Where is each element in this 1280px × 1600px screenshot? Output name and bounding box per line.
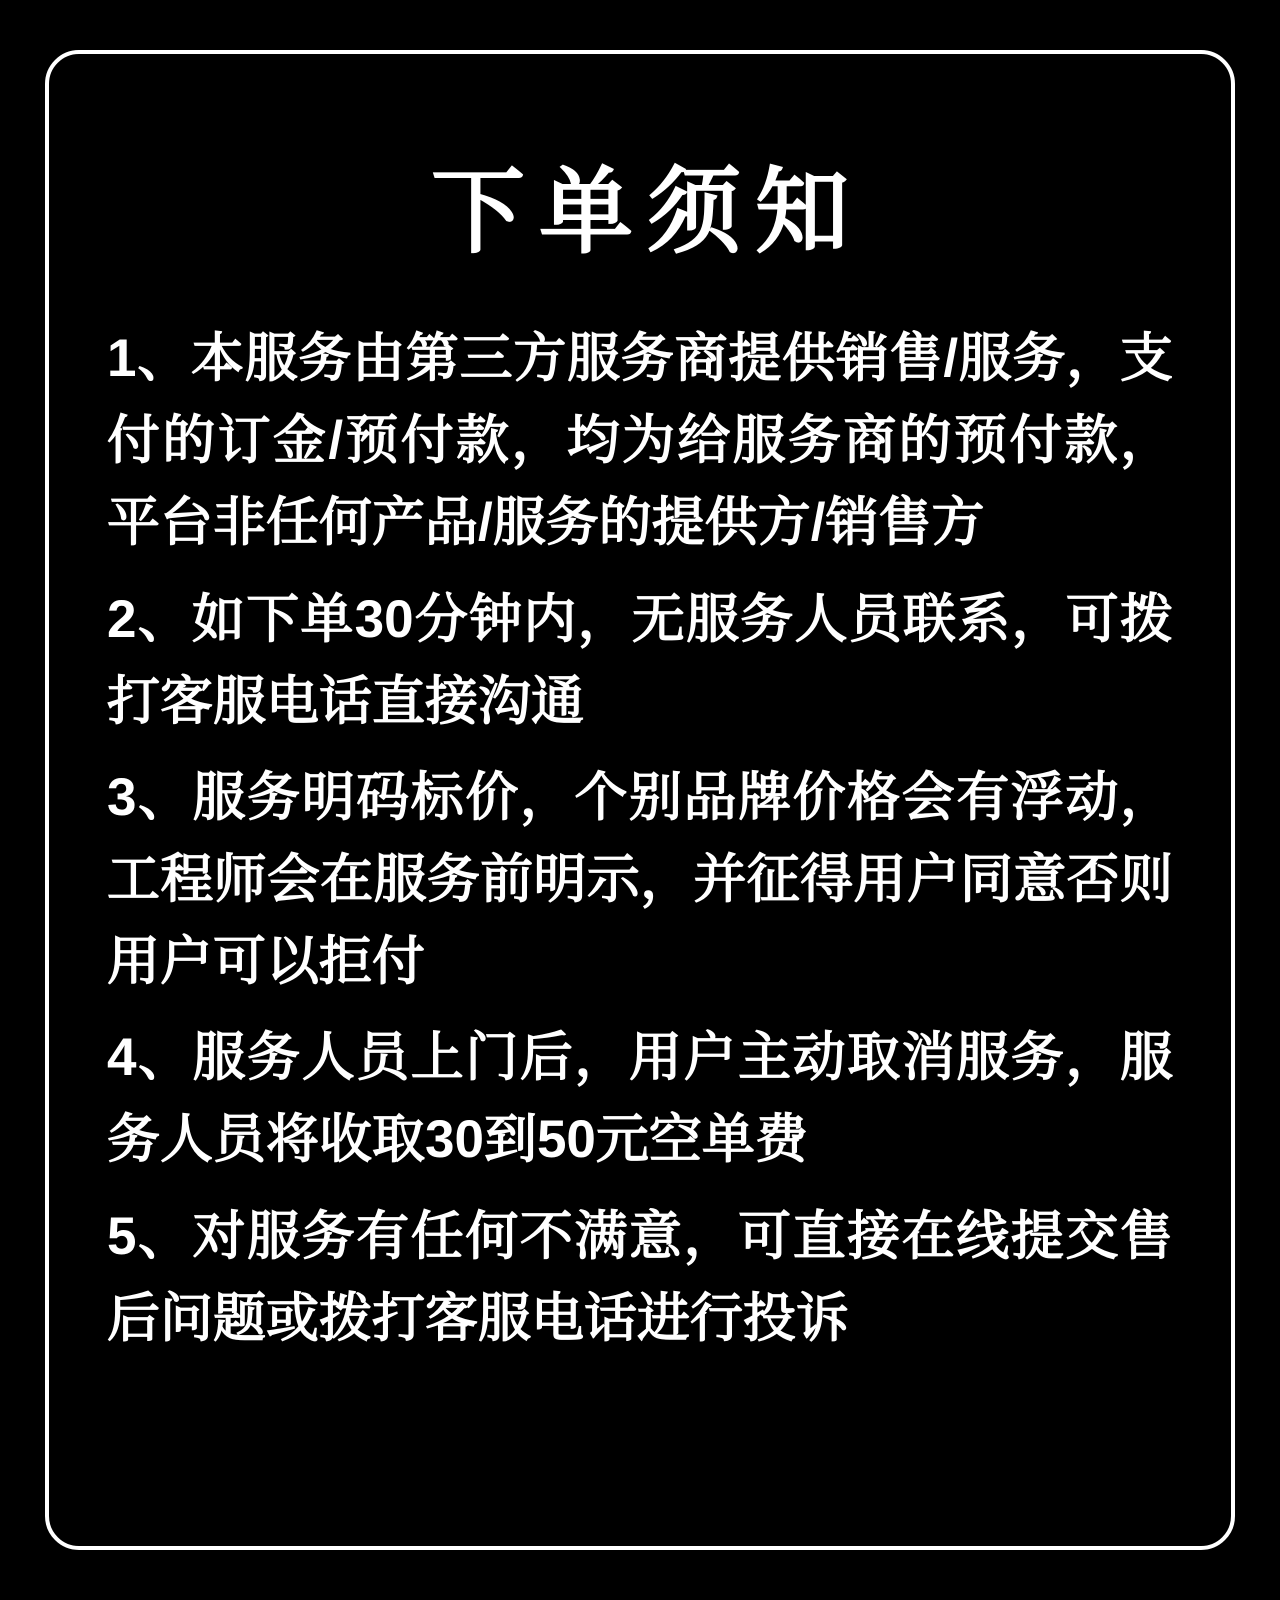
list-item: 1、本服务由第三方服务商提供销售/服务，支付的订金/预付款，均为给服务商的预付款，平台非任何产品/服务的提供方/销售方 [107,329,1173,553]
page-title: 下单须知 [430,159,863,264]
list-item: 5、对服务有任何不满意，可直接在线提交售后问题或拨打客服电话进行投诉 [107,1206,1173,1348]
poster-border-frame [45,50,1235,1550]
list-item: 2、如下单30分钟内，无服务人员联系，可拨打客服电话直接沟通 [107,589,1173,731]
list-item: 4、服务人员上门后，用户主动取消服务，服务人员将收取30到50元空单费 [107,1028,1173,1170]
notice-list [107,318,1173,1360]
list-item: 3、服务明码标价，个别品牌价格会有浮动，工程师会在服务前明示，并征得用户同意否则用户可以拒付 [107,767,1173,992]
